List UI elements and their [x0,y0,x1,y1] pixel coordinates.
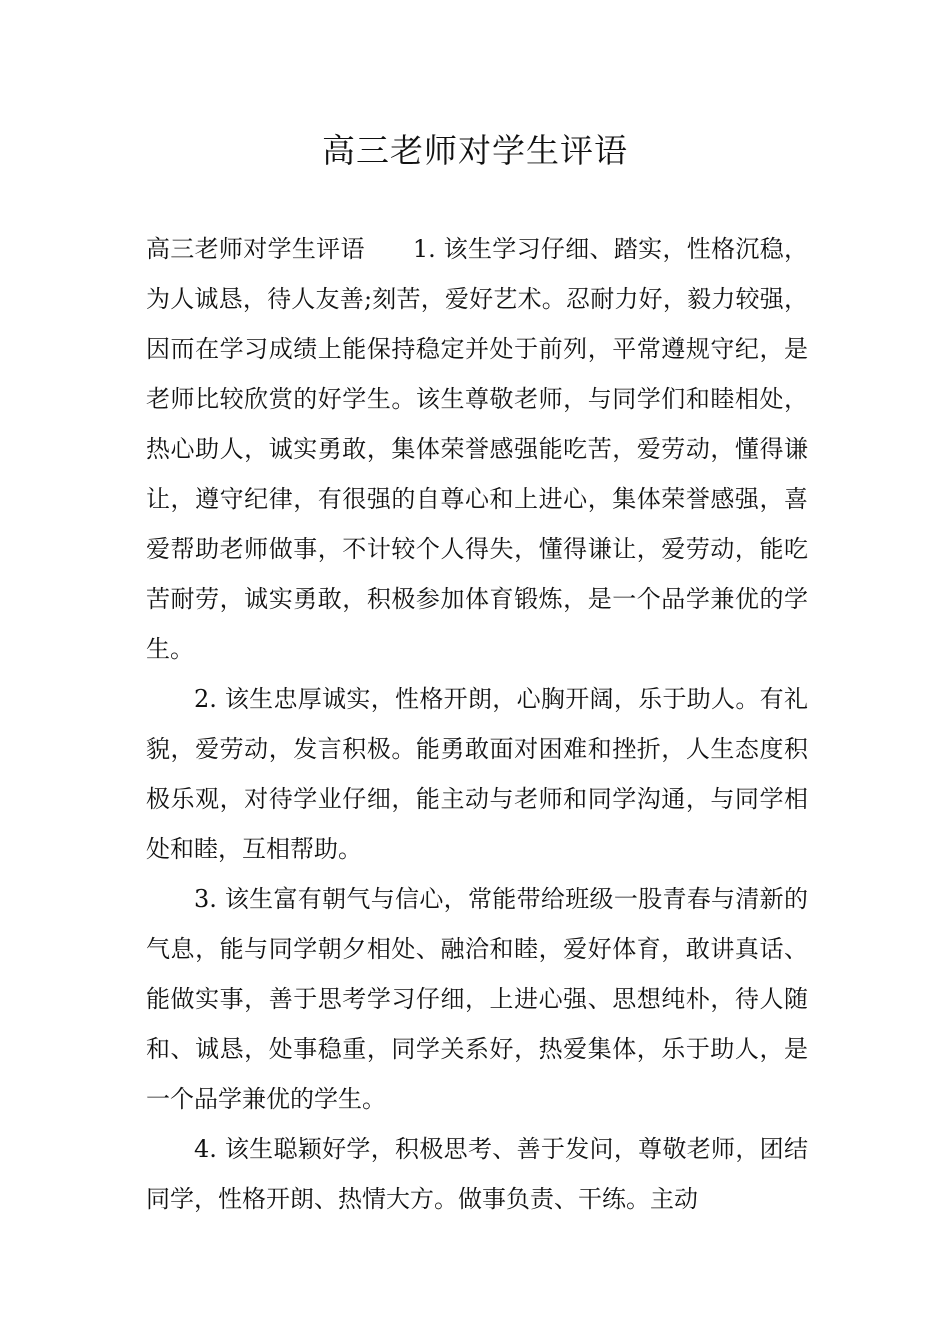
document-body [146,224,808,1224]
paragraph-3: 3. 该生富有朝气与信心，常能带给班级一股青春与清新的气息，能与同学朝夕相处、融洽和睦，爱好体育，敢讲真话、能做实事，善于思考学习仔细，上进心强、思想纯朴，待人随和、诚恳，处事稳重，同学关系好，热爱集体，乐于助人，是一个品学兼优的学生。 [146,885,808,1113]
document-title: 高三老师对学生评语 [322,131,628,170]
lead-heading: 高三老师对学生评语 [146,235,365,263]
paragraph-1-text: 1. 该生学习仔细、踏实，性格沉稳，为人诚恳，待人友善;刻苦，爱好艺术。忍耐力好，毅力较强，因而在学习成绩上能保持稳定并处于前列，平常遵规守纪，是老师比较欣赏的好学生。该生尊敬老师，与同学们和睦相处，热心助人，诚实勇敢，集体荣誉感强能吃苦，爱劳动，懂得谦让，遵守纪律，有很强的自尊心和上进心，集体荣誉感强，喜爱帮助老师做事，不计较个人得失，懂得谦让，爱劳动，能吃苦耐劳，诚实勇敢，积极参加体育锻炼，是一个品学兼优的学生。 [146,235,809,663]
paragraph-2: 2. 该生忠厚诚实，性格开朗，心胸开阔，乐于助人。有礼貌，爱劳动，发言积极。能勇敢面对困难和挫折，人生态度积极乐观，对待学业仔细，能主动与老师和同学沟通，与同学相处和睦，互相帮助。 [146,685,808,863]
paragraph-1 [146,224,808,674]
paragraph-4: 4. 该生聪颖好学，积极思考、善于发问，尊敬老师，团结同学，性格开朗、热情大方。做事负责、干练。主动 [146,1135,808,1213]
